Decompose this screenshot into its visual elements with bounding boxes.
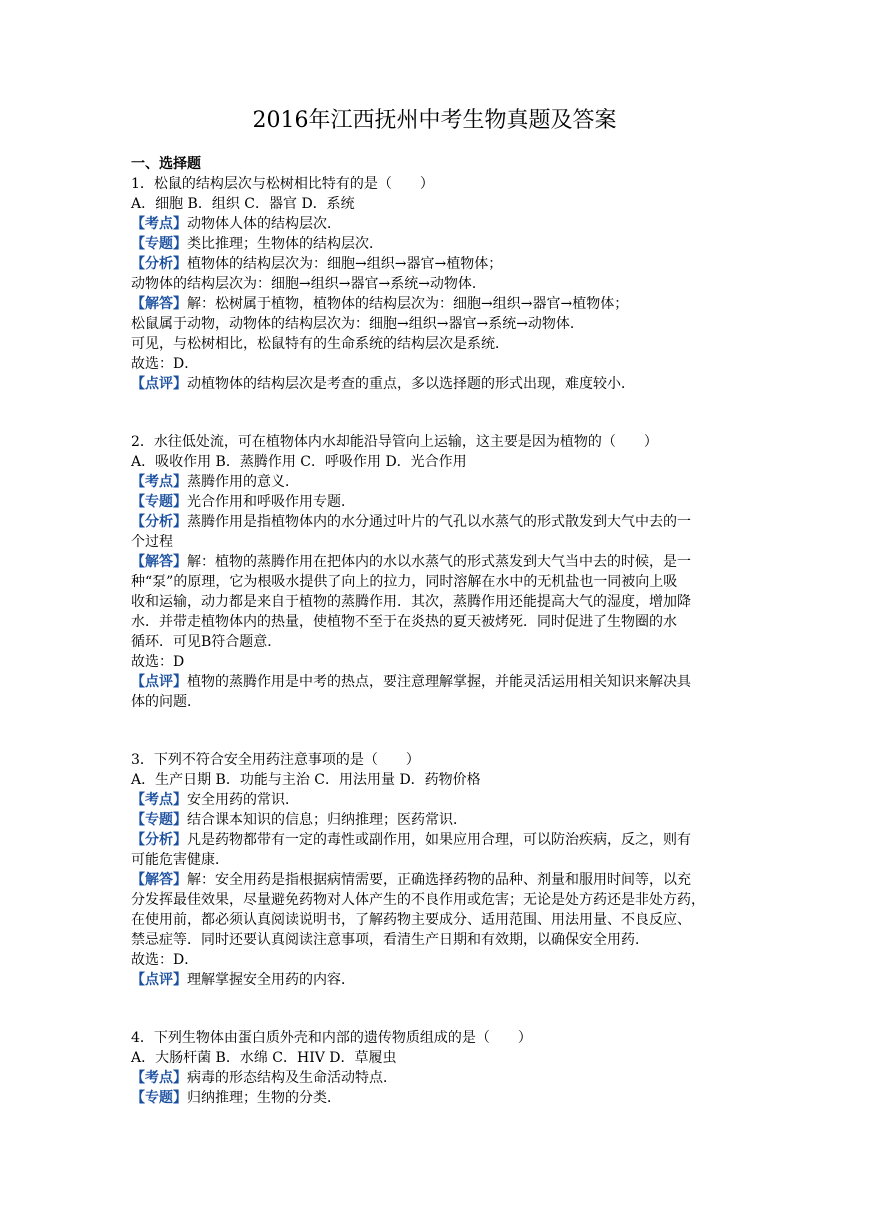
- question-4-options: A．大肠杆菌 B．水绵 C．HIV D．草履虫: [131, 1050, 397, 1066]
- fenxi-text: 凡是药物都带有一定的毒性或副作用，如果应用合理，可以防治疾病，反之，则有: [187, 832, 691, 848]
- dianping-label: 【点评】: [131, 674, 187, 690]
- dianping-text: 理解掌握安全用药的内容．: [187, 972, 355, 988]
- fenxi-label: 【分析】: [131, 256, 187, 272]
- fenxi-text: 植物体的结构层次为：细胞→组织→器官→植物体；: [187, 256, 503, 272]
- question-1-fenxi: [131, 254, 751, 274]
- zhuanti-text: 类比推理；生物体的结构层次．: [187, 236, 383, 252]
- question-1-jieda: [131, 294, 751, 314]
- kaodian-label: 【考点】: [131, 474, 187, 490]
- question-1-jieda-line: 松鼠属于动物，动物体的结构层次为：细胞→组织→器官→系统→动物体．: [131, 316, 584, 332]
- dianping-text: 植物的蒸腾作用是中考的热点，要注意理解掌握，并能灵活运用相关知识来解决具: [187, 674, 691, 690]
- question-1-answer: 故选：D．: [131, 356, 199, 372]
- fenxi-label: 【分析】: [131, 514, 187, 530]
- zhuanti-label: 【专题】: [131, 812, 187, 828]
- question-3-fenxi: [131, 830, 751, 850]
- question-1-jieda-line: 可见，与松树相比，松鼠特有的生命系统的结构层次是系统．: [131, 336, 509, 352]
- kaodian-text: 蒸腾作用的意义．: [187, 474, 299, 490]
- question-3-options: A．生产日期 B．功能与主治 C．用法用量 D．药物价格: [131, 772, 481, 788]
- question-2-zhuanti: [131, 492, 751, 512]
- question-2-jieda-line: 水．并带走植物体内的热量，使植物不至于在炎热的夏天被烤死．同时促进了生物圈的水: [131, 614, 677, 630]
- document-title: 2016年江西抚州中考生物真题及答案: [252, 108, 617, 133]
- dianping-label: 【点评】: [131, 376, 187, 392]
- question-2-dianping: [131, 672, 751, 692]
- jieda-text: 解：植物的蒸腾作用在把体内的水以水蒸气的形式蒸发到大气当中去的时候，是一: [187, 554, 691, 570]
- question-3-jieda: [131, 870, 751, 890]
- zhuanti-text: 结合课本知识的信息；归纳推理；医药常识．: [187, 812, 467, 828]
- jieda-label: 【解答】: [131, 872, 187, 888]
- question-3-dianping: [131, 970, 751, 990]
- question-2-jieda-line: 循环．可见B符合题意．: [131, 634, 282, 650]
- section-heading: 一、选择题: [131, 156, 201, 172]
- question-3-answer: 故选：D．: [131, 952, 199, 968]
- zhuanti-label: 【专题】: [131, 236, 187, 252]
- zhuanti-text: 归纳推理；生物的分类．: [187, 1090, 341, 1106]
- question-1-dianping: [131, 374, 751, 394]
- question-3-kaodian: [131, 790, 751, 810]
- question-3-jieda-line: 在使用前，都必须认真阅读说明书，了解药物主要成分、适用范围、用法用量、不良反应、: [131, 912, 691, 928]
- question-1-zhuanti: [131, 234, 751, 254]
- question-2-options: A．吸收作用 B．蒸腾作用 C．呼吸作用 D．光合作用: [131, 454, 467, 470]
- question-2-kaodian: [131, 472, 751, 492]
- question-1-options: A．细胞 B．组织 C．器官 D．系统: [131, 196, 355, 212]
- question-2-stem: 2．水往低处流，可在植物体内水却能沿导管向上运输，这主要是因为植物的（ ）: [131, 434, 658, 450]
- kaodian-label: 【考点】: [131, 1070, 187, 1086]
- question-4-zhuanti: [131, 1088, 751, 1108]
- question-4-kaodian: [131, 1068, 751, 1088]
- question-1-kaodian: [131, 214, 751, 234]
- zhuanti-label: 【专题】: [131, 494, 187, 510]
- question-3-stem: 3．下列不符合安全用药注意事项的是（ ）: [131, 752, 420, 768]
- question-1-stem: 1．松鼠的结构层次与松树相比特有的是（ ）: [131, 176, 434, 192]
- question-2-fenxi-line: 个过程: [131, 534, 173, 550]
- zhuanti-text: 光合作用和呼吸作用专题．: [187, 494, 355, 510]
- question-2-answer: 故选：D: [131, 654, 185, 670]
- question-3-jieda-line: 禁忌症等．同时还要认真阅读注意事项，看清生产日期和有效期，以确保安全用药．: [131, 932, 649, 948]
- question-1-fenxi-line: 动物体的结构层次为：细胞→组织→器官→系统→动物体．: [131, 276, 486, 292]
- kaodian-text: 动物体人体的结构层次．: [187, 216, 341, 232]
- question-2-fenxi: [131, 512, 751, 532]
- zhuanti-label: 【专题】: [131, 1090, 187, 1106]
- question-4-stem: 4．下列生物体由蛋白质外壳和内部的遗传物质组成的是（ ）: [131, 1030, 532, 1046]
- fenxi-label: 【分析】: [131, 832, 187, 848]
- jieda-label: 【解答】: [131, 296, 187, 312]
- kaodian-text: 病毒的形态结构及生命活动特点．: [187, 1070, 397, 1086]
- jieda-text: 解：安全用药是指根据病情需要，正确选择药物的品种、剂量和服用时间等，以充: [187, 872, 691, 888]
- dianping-label: 【点评】: [131, 972, 187, 988]
- question-3-zhuanti: [131, 810, 751, 830]
- question-3-jieda-line: 分发挥最佳效果，尽量避免药物对人体产生的不良作用或危害；无论是处方药还是非处方药，: [131, 892, 705, 908]
- fenxi-text: 蒸腾作用是指植物体内的水分通过叶片的气孔以水蒸气的形式散发到大气中去的一: [187, 514, 691, 530]
- jieda-label: 【解答】: [131, 554, 187, 570]
- kaodian-text: 安全用药的常识．: [187, 792, 299, 808]
- kaodian-label: 【考点】: [131, 792, 187, 808]
- dianping-text: 动植物体的结构层次是考查的重点，多以选择题的形式出现，难度较小．: [187, 376, 635, 392]
- question-3-fenxi-line: 可能危害健康．: [131, 852, 229, 868]
- question-2-jieda-line: 种“泵”的原理，它为根吸水提供了向上的拉力，同时溶解在水中的无机盐也一同被向上吸: [131, 574, 678, 590]
- question-2-dianping-line: 体的问题．: [131, 694, 201, 710]
- kaodian-label: 【考点】: [131, 216, 187, 232]
- jieda-text: 解：松树属于植物，植物体的结构层次为：细胞→组织→器官→植物体；: [187, 296, 629, 312]
- question-2-jieda: [131, 552, 751, 572]
- question-2-jieda-line: 收和运输，动力都是来自于植物的蒸腾作用．其次，蒸腾作用还能提高大气的湿度，增加降: [131, 594, 691, 610]
